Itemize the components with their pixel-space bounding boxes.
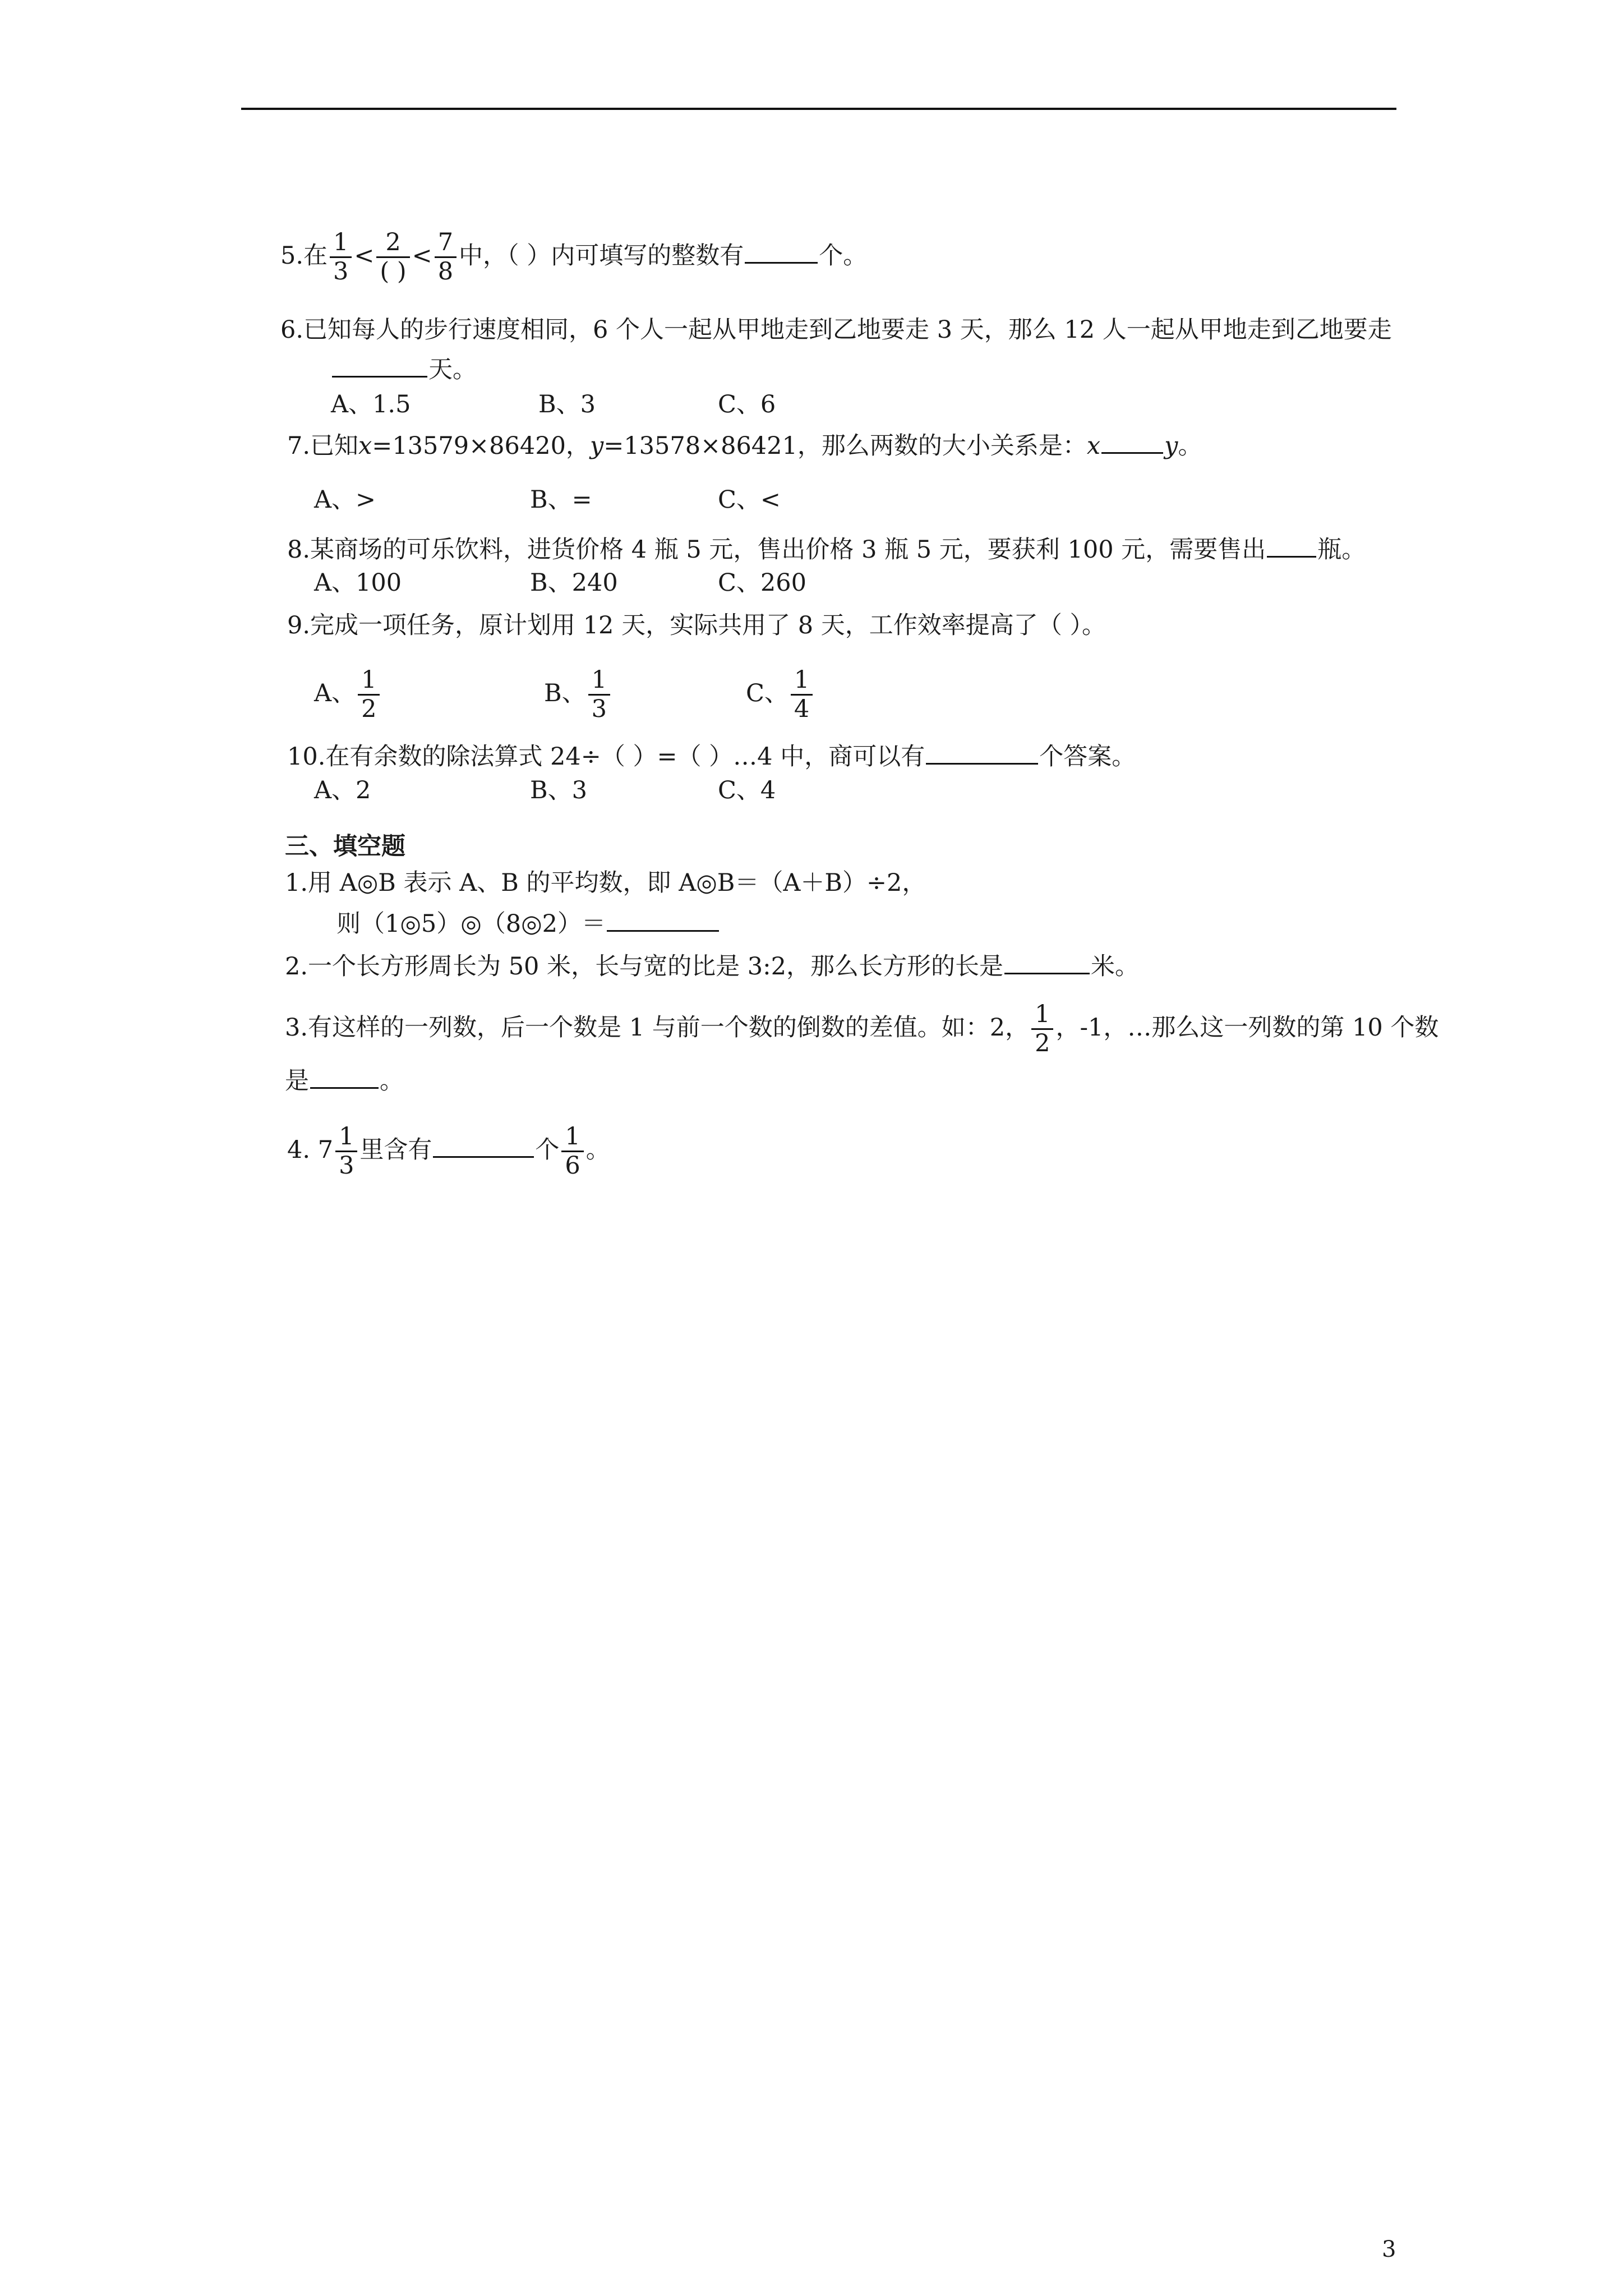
- fill-question-3-line2: [285, 1066, 404, 1093]
- fill-q1-text: 1.用 A◎B 表示 A、B 的平均数，即 A◎B＝（A＋B）÷2，: [285, 869, 926, 897]
- q10-option-a[interactable]: A、2: [314, 776, 371, 804]
- q7-option-b[interactable]: B、=: [530, 486, 592, 514]
- q8-option-c[interactable]: C、260: [718, 569, 806, 597]
- fill-q3-end: 。: [380, 1067, 404, 1095]
- q8-option-b[interactable]: B、240: [530, 569, 618, 597]
- fill-q2-text: 2.一个长方形周长为 50 米，长与宽的比是 3:2，那么长方形的长是: [285, 953, 1003, 981]
- fill-q3-line2: 是: [285, 1067, 309, 1095]
- fraction: [588, 666, 610, 724]
- fill-q2-suffix: 米。: [1090, 953, 1139, 981]
- denominator: 2: [358, 694, 380, 723]
- q7-end: 。: [1178, 432, 1202, 460]
- q5-suffix: 个。: [819, 241, 868, 270]
- q9-option-a[interactable]: [314, 666, 382, 724]
- fill-q4-prefix: 4. 7: [287, 1135, 334, 1164]
- q9-option-c[interactable]: [746, 666, 815, 724]
- less-than: <: [354, 241, 375, 270]
- denominator: 2: [1031, 1028, 1053, 1057]
- answer-blank[interactable]: [433, 1135, 534, 1158]
- fraction: [358, 666, 380, 724]
- question-9: [287, 611, 1106, 639]
- fill-q4-end: 。: [585, 1135, 610, 1164]
- fill-question-1: [285, 871, 926, 895]
- question-6: [280, 318, 1392, 342]
- q9-option-b[interactable]: [544, 666, 612, 724]
- fill-q4-measure: 个: [535, 1135, 560, 1164]
- numerator: 1: [794, 666, 810, 694]
- q6-suffix: 天。: [428, 356, 477, 384]
- numerator: 1: [1035, 1000, 1050, 1028]
- numerator: 2: [385, 228, 401, 256]
- fraction: [335, 1123, 357, 1180]
- q6-option-a[interactable]: A、1.5: [331, 390, 411, 418]
- option-label: A、: [314, 679, 356, 707]
- q6-text: 6.已知每人的步行速度相同，6 个人一起从甲地走到乙地要走 3 天，那么 12 人一起从甲地走到乙地要走: [280, 316, 1392, 344]
- answer-blank[interactable]: [1267, 535, 1316, 558]
- answer-blank[interactable]: [607, 909, 719, 932]
- denominator: 6: [561, 1151, 583, 1180]
- header-rule: [241, 108, 1396, 110]
- option-label: B、: [544, 679, 586, 707]
- q6-option-c[interactable]: C、6: [718, 390, 776, 418]
- fill-q3-rest: ，-1，…那么这一列数的第 10 个数: [1055, 1013, 1439, 1042]
- question-5: [280, 229, 867, 286]
- x-variable: x: [358, 432, 372, 460]
- fraction: [791, 666, 813, 724]
- numerator: 1: [333, 228, 349, 256]
- answer-blank[interactable]: [926, 742, 1038, 765]
- question-8: [287, 535, 1366, 562]
- q7-option-c[interactable]: C、<: [718, 486, 781, 514]
- numerator: 1: [361, 666, 377, 694]
- fraction: [1031, 1001, 1053, 1058]
- fraction: [330, 229, 352, 286]
- less-than: <: [412, 241, 432, 270]
- answer-blank[interactable]: [1101, 431, 1163, 454]
- fill-question-2: [285, 951, 1139, 979]
- numerator: 1: [591, 666, 607, 694]
- x-variable: x: [1086, 432, 1101, 460]
- q10-option-b[interactable]: B、3: [530, 776, 587, 804]
- denominator: 3: [335, 1151, 357, 1180]
- q6-option-b[interactable]: B、3: [538, 390, 596, 418]
- x-expression: =13579×86420，: [372, 432, 590, 460]
- denominator: ( ): [376, 256, 409, 286]
- q10-option-c[interactable]: C、4: [718, 776, 776, 804]
- option-label: C、: [746, 679, 789, 707]
- fill-q3-text: 3.有这样的一列数，后一个数是 1 与前一个数的倒数的差值。如：2，: [285, 1013, 1030, 1042]
- y-expression: =13578×86421，那么两数的大小关系是：: [603, 432, 1087, 460]
- numerator: 7: [437, 228, 454, 256]
- q10-suffix: 个答案。: [1039, 743, 1136, 771]
- q7-prefix: 7.已知: [287, 432, 359, 460]
- answer-blank[interactable]: [745, 241, 818, 264]
- denominator: 3: [330, 256, 352, 286]
- numerator: 1: [339, 1122, 354, 1151]
- answer-blank[interactable]: [1004, 951, 1090, 974]
- q8-text: 8.某商场的可乐饮料，进货价格 4 瓶 5 元，售出价格 3 瓶 5 元，要获利 100 元，需要售出: [287, 536, 1266, 564]
- question-6-line2: [331, 355, 477, 382]
- question-10: [287, 742, 1136, 769]
- fill-question-4: [287, 1123, 610, 1180]
- numerator: 1: [565, 1122, 580, 1151]
- fill-q1-expression: 则（1◎5）◎（8◎2）＝: [336, 910, 606, 938]
- q8-suffix: 瓶。: [1317, 536, 1366, 564]
- q5-prefix: 5.在: [280, 241, 328, 270]
- page-number: 3: [1382, 2237, 1396, 2262]
- y-variable: y: [1164, 432, 1178, 460]
- question-7: [287, 431, 1202, 458]
- q10-text: 10.在有余数的除法算式 24÷（ ）=（ ）…4 中，商可以有: [287, 743, 925, 771]
- q8-option-a[interactable]: A、100: [314, 569, 402, 597]
- fraction: [435, 229, 457, 286]
- fraction: [376, 229, 409, 286]
- section-heading: 三、填空题: [285, 832, 405, 861]
- answer-blank[interactable]: [332, 355, 427, 378]
- denominator: 8: [435, 256, 457, 286]
- y-variable: y: [589, 432, 604, 460]
- denominator: 3: [588, 694, 610, 723]
- denominator: 4: [791, 694, 813, 723]
- q9-text: 9.完成一项任务，原计划用 12 天，实际共用了 8 天，工作效率提高了（ ）。: [287, 611, 1106, 639]
- fill-question-1-line2: [336, 909, 720, 936]
- fill-question-3: [285, 1001, 1438, 1058]
- q5-text: 中，（ ）内可填写的整数有: [459, 241, 744, 270]
- answer-blank[interactable]: [310, 1066, 379, 1089]
- q7-option-a[interactable]: A、>: [314, 486, 376, 514]
- fill-q4-text: 里含有: [359, 1135, 432, 1164]
- fraction: [561, 1123, 583, 1180]
